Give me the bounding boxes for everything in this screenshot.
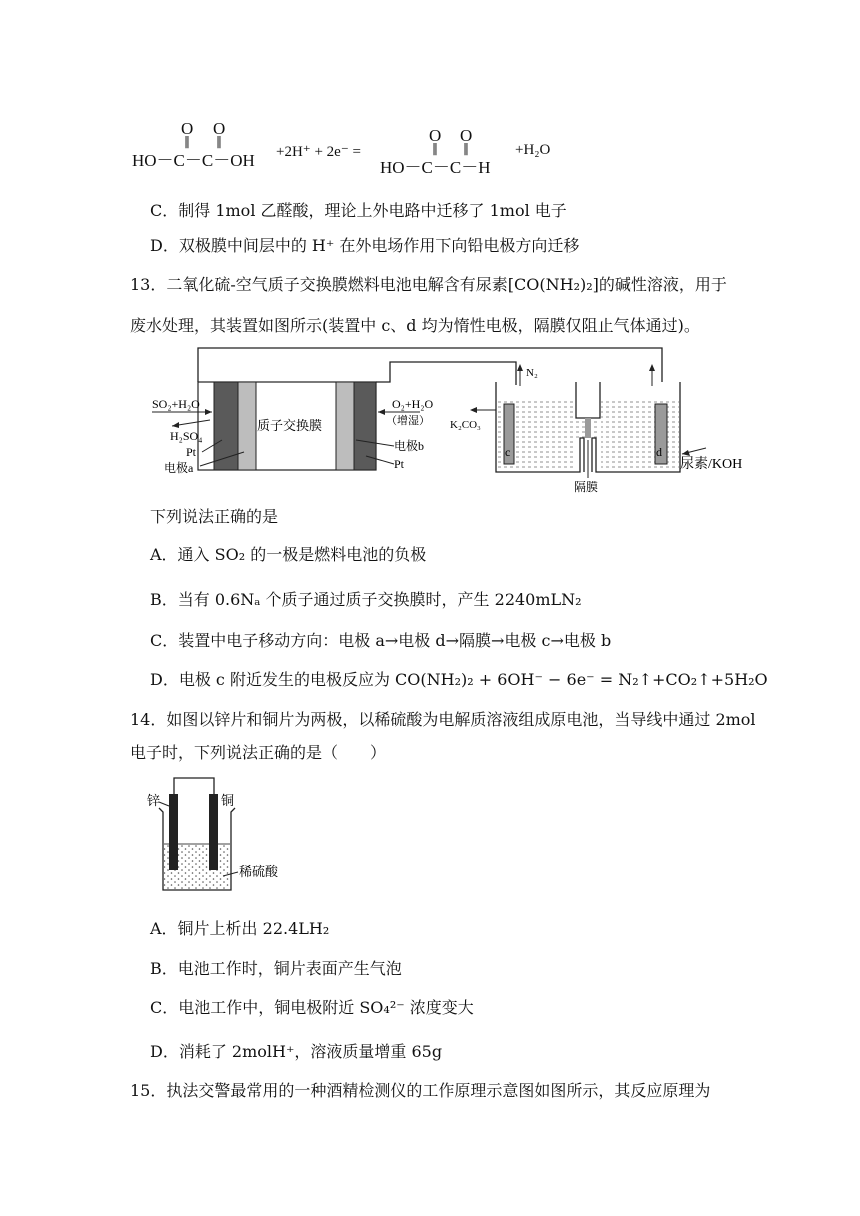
k2co3-arrowhead [470, 407, 477, 413]
urea-arrowhead [682, 450, 690, 456]
q14-option-a: A．铜片上析出 22.4LH₂ [150, 919, 330, 938]
right-gas-arrowhead [649, 364, 655, 371]
wire-right [376, 362, 516, 385]
electrode-a-layer [238, 382, 256, 470]
n2-arrowhead [517, 364, 523, 371]
acid-label: 稀硫酸 [239, 864, 279, 879]
product-o-right: O [460, 126, 473, 145]
reactant-double-bond-right: ‖ [216, 134, 222, 148]
o2-arrowhead [378, 409, 385, 415]
membrane-label: 质子交换膜 [257, 418, 323, 433]
copper-label: 铜 [221, 793, 235, 808]
k2co3-label: K₂CO₃ [450, 419, 481, 431]
q13-apparatus-figure [150, 340, 750, 495]
so2-inlet-label: SO₂+H₂O [152, 397, 200, 411]
q13-option-c: C．装置中电子移动方向：电极 a→电极 d→隔膜→电极 c→电极 b [150, 631, 612, 650]
electrode-b-layer [336, 382, 354, 470]
reactant-double-bond-left: ‖ [184, 134, 190, 148]
pt-left-layer [214, 382, 238, 470]
diaphragm-label: 隔膜 [574, 480, 599, 494]
q14-option-d: D．消耗了 2molH⁺，溶液质量增重 65g [150, 1042, 443, 1061]
tank-inner-walls [576, 382, 600, 418]
electrode-d-label: d [656, 445, 662, 459]
q14-option-c: C．电池工作中，铜电极附近 SO₄²⁻ 浓度变大 [150, 998, 474, 1017]
pt-right-label: Pt [394, 457, 405, 471]
h2so4-arrowhead [172, 422, 179, 428]
q13-option-a: A．通入 SO₂ 的一极是燃料电池的负极 [150, 545, 427, 564]
electrode-a-label: 电极a [164, 461, 194, 475]
urea-koh-label: 尿素/KOH [680, 457, 743, 472]
zinc-label: 锌 [147, 793, 161, 808]
q14-wire [174, 778, 214, 794]
q13-option-d: D．电极 c 附近发生的电极反应为 CO(NH₂)₂ + 6OH⁻ − 6e⁻ = N₂↑+CO₂↑+5H₂O [150, 670, 768, 689]
q14-cell-figure [145, 772, 305, 897]
wire-left [198, 348, 662, 382]
reaction-middle: +2H⁺ + 2e⁻ = [276, 144, 361, 160]
q14-stem-line2: 电子时，下列说法正确的是（ ） [130, 743, 387, 762]
copper-plate [209, 794, 218, 870]
reactant-o-right: O [213, 119, 226, 138]
electrode-c-label: c [505, 445, 511, 459]
water-term: +H₂O [515, 142, 551, 158]
q13-stem-line1: 13．二氧化硫-空气质子交换膜燃料电池电解含有尿素[CO(NH₂)₂]的碱性溶液，用于 [130, 275, 727, 294]
q14-option-b: B．电池工作时，铜片表面产生气泡 [150, 959, 402, 978]
product-structure: HO－C－C－H [380, 158, 491, 177]
reactant-structure: HO－C－C－OH [132, 151, 255, 170]
electrode-b-label: 电极b [394, 439, 425, 453]
humidified-label: （增湿） [386, 415, 430, 427]
pt-left-label: Pt [186, 445, 197, 459]
diaphragm [585, 418, 591, 438]
product-double-bond-right: ‖ [463, 141, 469, 155]
n2-label: N₂ [526, 367, 538, 379]
q15-stem-line1: 15．执法交警最常用的一种酒精检测仪的工作原理示意图如图所示，其反应原理为 [130, 1081, 711, 1100]
h2so4-label: H₂SO₄ [170, 429, 203, 443]
q13-stem-line2: 废水处理，其装置如图所示(装置中 c、d 均为惰性电极，隔膜仅阻止气体通过)。 [130, 316, 700, 335]
product-o-left: O [429, 126, 442, 145]
reactant-o-left: O [181, 119, 194, 138]
zinc-pointer [159, 802, 169, 806]
o2-inlet-label: O₂+H₂O [392, 397, 434, 411]
q13-question: 下列说法正确的是 [150, 507, 279, 526]
q14-stem-line1: 14．如图以锌片和铜片为两极，以稀硫酸为电解质溶液组成原电池，当导线中通过 2mol [130, 710, 756, 729]
product-double-bond-left: ‖ [432, 141, 438, 155]
q13-option-b: B．当有 0.6Nₐ 个质子通过质子交换膜时，产生 2240mLN₂ [150, 590, 582, 609]
q12-option-d: D．双极膜中间层中的 H⁺ 在外电场作用下向铅电极方向迁移 [150, 236, 580, 255]
zinc-plate [169, 794, 178, 870]
q12-option-c: C．制得 1mol 乙醛酸，理论上外电路中迁移了 1mol 电子 [150, 201, 567, 220]
pt-right-layer [354, 382, 376, 470]
